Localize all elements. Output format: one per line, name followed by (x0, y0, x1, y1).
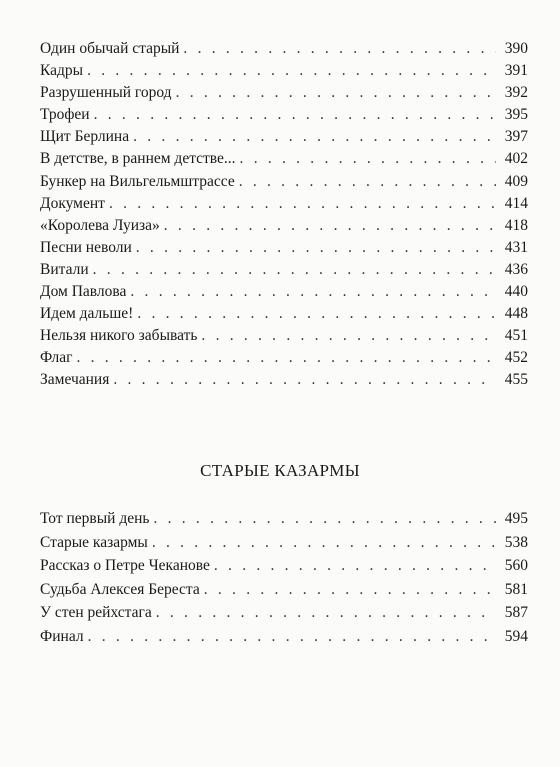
toc-entry-page: 392 (504, 84, 528, 102)
toc-entry (40, 104, 528, 126)
dot-leader (93, 259, 496, 281)
toc-entry-page: 448 (504, 305, 528, 323)
toc-entry (40, 148, 528, 170)
toc-entry (40, 259, 528, 281)
dot-leader (201, 325, 496, 347)
toc-entry (40, 303, 528, 325)
toc-entry-page: 440 (504, 283, 528, 301)
toc-entry (40, 347, 528, 369)
toc-entry-page: 414 (504, 194, 528, 212)
toc-entry-title: «Королева Луиза» (40, 216, 160, 234)
toc-entry-title: Судьба Алексея Береста (40, 580, 200, 598)
toc-entry-title: Один обычай старый (40, 40, 180, 57)
toc-entry-page: 409 (504, 172, 528, 190)
toc-entry-title: В детстве, в раннем детстве... (40, 150, 236, 168)
toc-entry-title: Старые казармы (40, 533, 148, 551)
toc-entry (40, 601, 528, 625)
dot-leader (113, 369, 496, 391)
toc-entry-title: Разрушенный город (40, 84, 172, 102)
toc-entry-title: Замечания (40, 371, 110, 389)
toc-entry-page: 436 (504, 260, 528, 278)
toc-entry-page: 587 (504, 604, 528, 622)
toc-entry-title: Тот первый день (40, 510, 150, 527)
toc-entry-page: 418 (504, 216, 528, 234)
toc-entry-page: 581 (504, 580, 528, 598)
toc-entry (40, 126, 528, 148)
dot-leader (109, 193, 496, 215)
toc-entry-page: 594 (504, 627, 528, 645)
dot-leader (87, 60, 496, 82)
dot-leader (88, 625, 496, 648)
dot-leader (164, 215, 496, 237)
toc-entry-title: Документ (40, 194, 105, 212)
toc-entry (40, 281, 528, 303)
dot-leader (214, 554, 496, 577)
dot-leader (133, 126, 496, 148)
toc-entry-page: 451 (504, 327, 528, 345)
toc-entry (40, 578, 528, 602)
toc-entry-title: Дом Павлова (40, 283, 127, 301)
dot-leader (153, 507, 496, 530)
dot-leader (152, 531, 496, 554)
toc-entry-title: Щит Берлина (40, 128, 130, 146)
section-heading: СТАРЫЕ КАЗАРМЫ (200, 461, 360, 480)
toc-entry (40, 193, 528, 215)
dot-leader (183, 38, 496, 60)
dot-leader (136, 237, 496, 259)
toc-entry (40, 60, 528, 82)
table-of-contents-part-1 (40, 38, 528, 392)
dot-leader (156, 601, 496, 624)
dot-leader (130, 281, 496, 303)
toc-entry (40, 531, 528, 555)
dot-leader (204, 578, 496, 601)
toc-entry-page: 455 (504, 371, 528, 389)
toc-entry-page: 390 (504, 40, 528, 57)
toc-entry-page: 452 (504, 349, 528, 367)
toc-entry-page: 397 (504, 128, 528, 146)
toc-entry-page: 538 (504, 533, 528, 551)
toc-entry (40, 507, 528, 531)
toc-entry-title: Флаг (40, 349, 73, 367)
dot-leader (76, 347, 496, 369)
toc-entry-title: Песни неволи (40, 238, 132, 256)
toc-entry (40, 237, 528, 259)
table-of-contents-part-2 (40, 507, 528, 649)
toc-entry-title: Нельзя никого забывать (40, 327, 198, 345)
toc-entry-page: 391 (504, 62, 528, 80)
toc-entry-title: Кадры (40, 62, 84, 80)
toc-entry (40, 171, 528, 193)
dot-leader (176, 82, 496, 104)
dot-leader (137, 303, 496, 325)
toc-entry (40, 38, 528, 60)
toc-entry-page: 402 (504, 150, 528, 168)
toc-entry (40, 369, 528, 391)
toc-entry-title: Бункер на Вильгельмштрассе (40, 172, 235, 190)
toc-entry-title: У стен рейхстага (40, 604, 152, 622)
dot-leader (240, 148, 496, 170)
dot-leader (239, 171, 496, 193)
toc-entry (40, 82, 528, 104)
toc-entry (40, 554, 528, 578)
dot-leader (94, 104, 496, 126)
toc-entry (40, 325, 528, 347)
toc-entry-page: 431 (504, 238, 528, 256)
toc-entry-page: 495 (504, 510, 528, 527)
toc-entry (40, 215, 528, 237)
toc-entry-page: 395 (504, 106, 528, 124)
toc-entry-title: Идем дальше! (40, 305, 134, 323)
toc-entry-title: Рассказ о Петре Чеканове (40, 557, 210, 575)
toc-entry (40, 625, 528, 649)
toc-entry-title: Финал (40, 627, 84, 645)
toc-entry-page: 560 (504, 557, 528, 575)
toc-entry-title: Витали (40, 260, 89, 278)
toc-entry-title: Трофеи (40, 106, 90, 124)
